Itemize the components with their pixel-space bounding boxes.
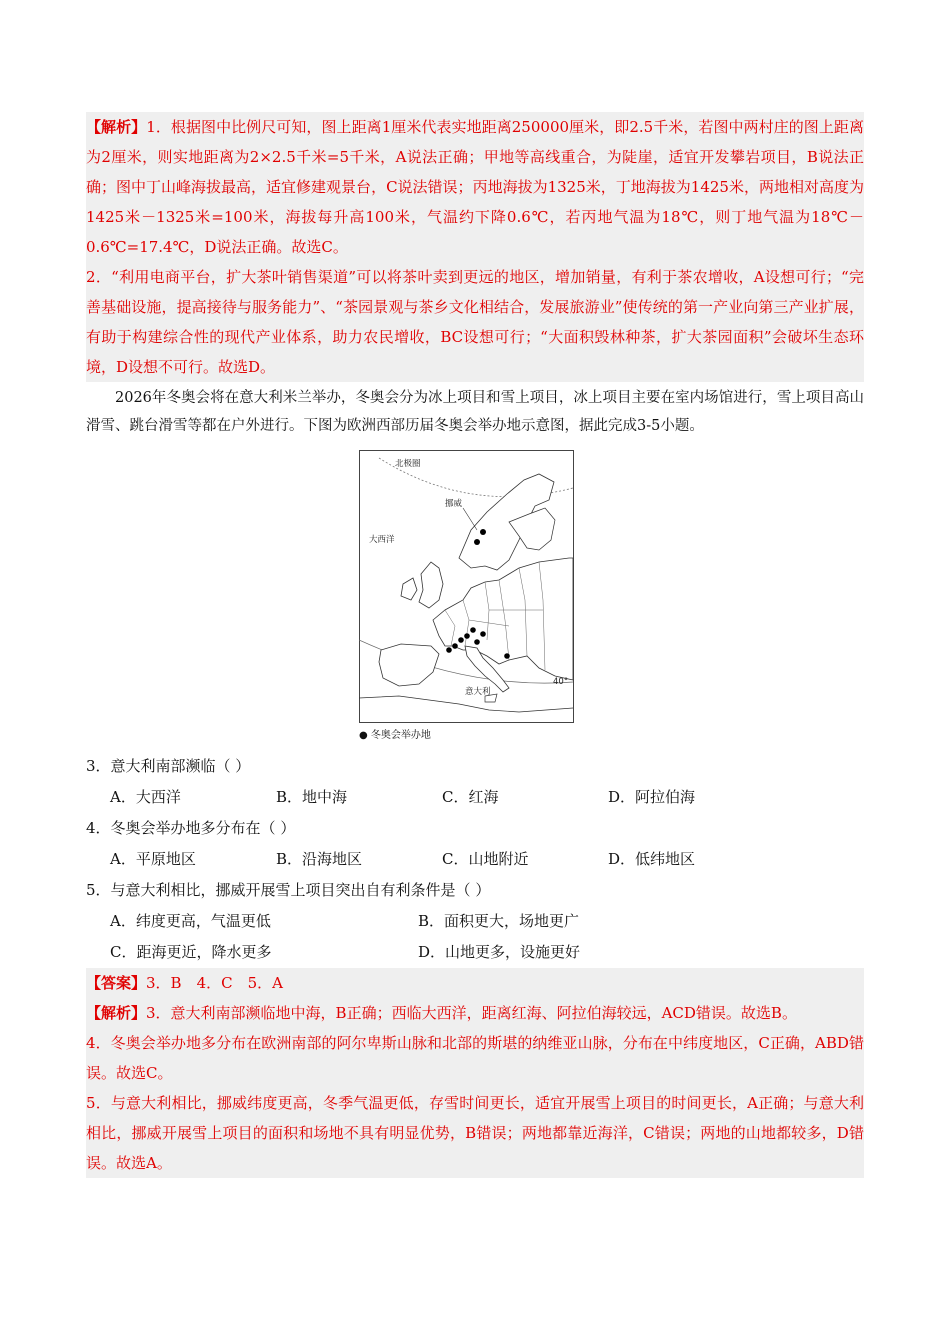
option-d: D．低纬地区: [608, 850, 696, 868]
option-d: D．阿拉伯海: [608, 788, 696, 806]
option-a: A．平原地区: [110, 850, 196, 868]
question-stem: 4．冬奥会举办地多分布在（ ）: [86, 819, 296, 837]
option-c: C．红海: [442, 788, 499, 806]
host-dot-6: [474, 639, 480, 645]
analysis-paragraph-1: 【解析】1．根据图中比例尺可知，图上距离1厘米代表实地距离250000厘米，即2.5千米，若图中两村庄的图上距离为2厘米，则实地距离为2×2.5千米=5千米，A说法正确；甲地等高线重合，为陡崖，适宜开发攀岩项目，B说法正确；图中丁山峰海拔最高，适宜修建观景台，C说法错误；丙地海拔为1325米，丁地海拔为1425米，两地相对高度为1425米－1325米=100米，海拔每升高100米，气温约下降0.6℃，若丙地气温为18℃，则丁地气温为18℃－0.6℃=17.4℃，D说法正确。故选C。: [86, 118, 864, 256]
map-legend: ● 冬奥会举办地: [359, 730, 431, 741]
question-stem: 3．意大利南部濒临（ ）: [86, 757, 251, 775]
host-dot-5: [470, 627, 476, 633]
analysis-tag: 【解析】: [86, 1004, 147, 1022]
analysis-paragraph-5: 5．与意大利相比，挪威纬度更高，冬季气温更低，存雪时间更长，适宜开展雪上项目的时间更长，A正确；与意大利相比，挪威开展雪上项目的面积和场地不具有明显优势，B错误；两地都靠近海洋，C错误；两地的山地都较多，D错误。故选A。: [86, 1094, 864, 1172]
analysis-block-1: [86, 112, 864, 382]
host-dot-7: [480, 631, 486, 637]
host-dot-4: [464, 633, 470, 639]
question-stem: 5．与意大利相比，挪威开展雪上项目突出自有利条件是（ ）: [86, 881, 491, 899]
atlantic-label: 大西洋: [369, 535, 395, 545]
host-dot-oslo: [474, 539, 480, 545]
norway-label: 挪威: [445, 499, 463, 509]
question-4: [86, 813, 864, 875]
answer-tag: 【答案】: [86, 974, 147, 992]
answer-text: 3．B 4．C 5．A: [146, 974, 283, 992]
analysis-paragraph-2: 2．“利用电商平台，扩大茶叶销售渠道”可以将茶叶卖到更远的地区，增加销量，有利于茶农增收，A设想可行；“完善基础设施，提高接待与服务能力”、“茶园景观与茶乡文化相结合，发展旅游业”使传统的第一产业向第三产业扩展，有助于构建综合性的现代产业体系，助力农民增收，BC设想可行；“大面积毁林种茶，扩大茶园面积”会破坏生态环境，D设想不可行。故选D。: [86, 268, 864, 376]
option-b: B．沿海地区: [276, 850, 363, 868]
intro-paragraph: 2026年冬奥会将在意大利米兰举办，冬奥会分为冰上项目和雪上项目，冰上项目主要在室内场馆进行，雪上项目高山滑雪、跳台滑雪等都在户外进行。下图为欧洲西部历届冬奥会举办地示意图，据此完成3-5小题。: [86, 390, 864, 434]
option-d: D．山地更多，设施更好: [418, 943, 581, 961]
option-a: A．大西洋: [110, 788, 181, 806]
option-a: A．纬度更高，气温更低: [110, 912, 271, 930]
option-c: C．距海更近，降水更多: [110, 943, 272, 961]
question-options: [86, 937, 864, 968]
option-c: C．山地附近: [442, 850, 529, 868]
analysis-paragraph-3: 【解析】3．意大利南部濒临地中海，B正确；西临大西洋，距离红海、阿拉伯海较远，ACD错误。故选B。: [86, 1004, 797, 1022]
host-dot-1: [446, 647, 452, 653]
host-dot-2: [452, 643, 458, 649]
page-content: [86, 112, 864, 1178]
host-dot-lillehammer: [480, 529, 486, 535]
question-options: [86, 906, 864, 937]
question-5: [86, 875, 864, 968]
question-3: [86, 751, 864, 813]
question-options: [86, 844, 864, 875]
answer-line: [86, 968, 864, 998]
europe-map: [359, 450, 575, 724]
analysis-tag: 【解析】: [86, 118, 147, 136]
host-dot-3: [458, 637, 464, 643]
arctic-label: 北极圈: [395, 459, 421, 469]
answer-analysis-block: [86, 968, 864, 1178]
latitude-label: 40°: [553, 677, 569, 687]
analysis-paragraph-4: 4．冬奥会举办地多分布在欧洲南部的阿尔卑斯山脉和北部的斯堪的纳维亚山脉，分布在中纬度地区，C正确，ABD错误。故选C。: [86, 1034, 864, 1082]
question-options: [86, 782, 864, 813]
host-dot-8: [504, 653, 510, 659]
europe-map-figure: [359, 450, 575, 741]
italy-label: 意大利: [465, 687, 491, 697]
option-b: B．面积更大，场地更广: [418, 912, 580, 930]
option-b: B．地中海: [276, 788, 348, 806]
